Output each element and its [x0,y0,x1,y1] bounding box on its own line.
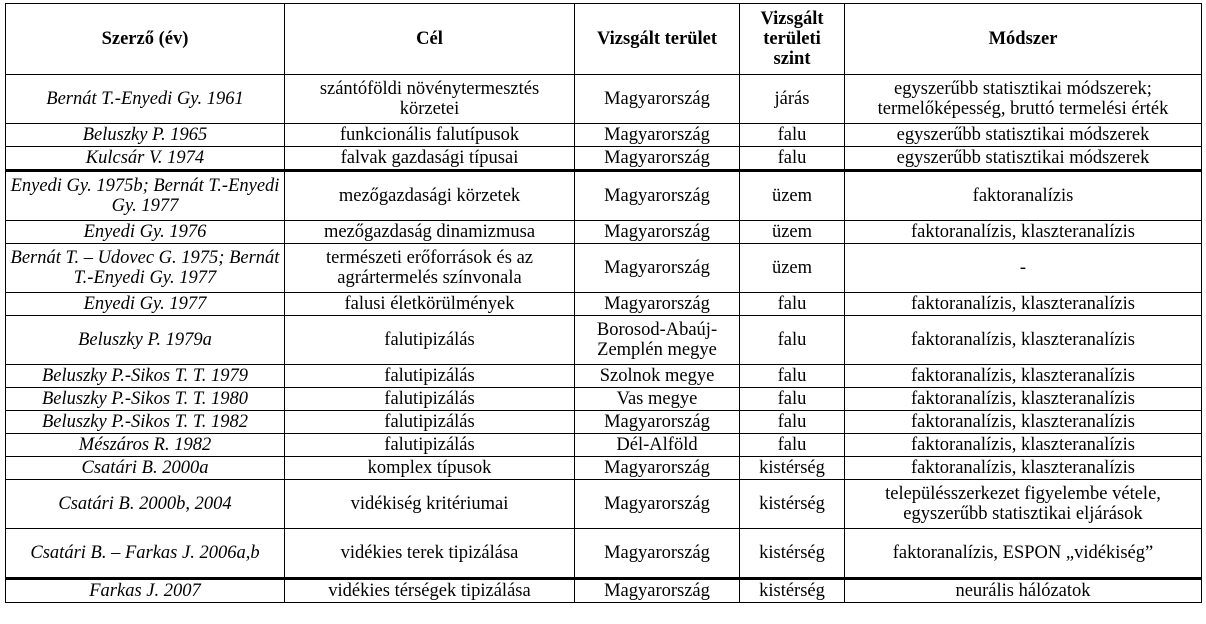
method-cell: egyszerűbb statisztikai módszerek; termelőképesség, bruttó termelési érték [845,75,1202,124]
author-cell: Kulcsár V. 1974 [6,147,285,171]
table-row [6,365,1202,388]
goal-cell: falutipizálás [285,434,575,457]
goal-cell: mezőgazdasági körzetek [285,171,575,221]
table-row [6,579,1202,603]
level-cell: falu [740,147,845,171]
header-row [6,4,1202,75]
level-cell: falu [740,411,845,434]
goal-cell: vidékies terek tipizálása [285,529,575,579]
area-cell: Magyarország [575,171,740,221]
level-cell: falu [740,388,845,411]
level-cell: falu [740,365,845,388]
method-cell: faktoranalízis, klaszteranalízis [845,221,1202,244]
area-cell: Magyarország [575,147,740,171]
author-cell: Enyedi Gy. 1975b; Bernát T.-Enyedi Gy. 1977 [6,171,285,221]
table-row [6,457,1202,480]
literature-table-container [5,3,1202,603]
table-row [6,221,1202,244]
header-method: Módszer [845,4,1202,75]
level-cell: falu [740,124,845,147]
method-cell: településszerkezet figyelembe vétele, egyszerűbb statisztikai eljárások [845,480,1202,529]
goal-cell: falutipizálás [285,365,575,388]
table-row [6,244,1202,293]
author-cell: Beluszky P.-Sikos T. T. 1979 [6,365,285,388]
author-cell: Mészáros R. 1982 [6,434,285,457]
area-cell: Vas megye [575,388,740,411]
method-cell: faktoranalízis, klaszteranalízis [845,316,1202,365]
goal-cell: szántóföldi növénytermesztés körzetei [285,75,575,124]
method-cell: faktoranalízis, klaszteranalízis [845,434,1202,457]
goal-cell: funkcionális falutípusok [285,124,575,147]
area-cell: Magyarország [575,244,740,293]
area-cell: Magyarország [575,579,740,603]
goal-cell: falutipizálás [285,411,575,434]
area-cell: Magyarország [575,480,740,529]
author-cell: Csatári B. 2000a [6,457,285,480]
author-cell: Bernát T.-Enyedi Gy. 1961 [6,75,285,124]
author-cell: Beluszky P.-Sikos T. T. 1982 [6,411,285,434]
author-cell: Enyedi Gy. 1976 [6,221,285,244]
table-row [6,171,1202,221]
goal-cell: vidékies térségek tipizálása [285,579,575,603]
table-row [6,411,1202,434]
level-cell: kistérség [740,579,845,603]
author-cell: Csatári B. – Farkas J. 2006a,b [6,529,285,579]
author-cell: Beluszky P.-Sikos T. T. 1980 [6,388,285,411]
method-cell: faktoranalízis, klaszteranalízis [845,293,1202,316]
table-row [6,434,1202,457]
goal-cell: falutipizálás [285,388,575,411]
method-cell: neurális hálózatok [845,579,1202,603]
table-row [6,480,1202,529]
author-cell: Csatári B. 2000b, 2004 [6,480,285,529]
header-author: Szerző (év) [6,4,285,75]
author-cell: Enyedi Gy. 1977 [6,293,285,316]
goal-cell: falvak gazdasági típusai [285,147,575,171]
level-cell: üzem [740,171,845,221]
header-goal: Cél [285,4,575,75]
goal-cell: komplex típusok [285,457,575,480]
table-row [6,529,1202,579]
method-cell: faktoranalízis, klaszteranalízis [845,457,1202,480]
level-cell: falu [740,293,845,316]
area-cell: Magyarország [575,221,740,244]
method-cell: egyszerűbb statisztikai módszerek [845,124,1202,147]
area-cell: Magyarország [575,124,740,147]
method-cell: faktoranalízis [845,171,1202,221]
area-cell: Magyarország [575,411,740,434]
level-cell: kistérség [740,457,845,480]
area-cell: Magyarország [575,293,740,316]
goal-cell: vidékiség kritériumai [285,480,575,529]
table-row [6,388,1202,411]
method-cell: faktoranalízis, klaszteranalízis [845,411,1202,434]
table-row [6,316,1202,365]
method-cell: faktoranalízis, klaszteranalízis [845,365,1202,388]
goal-cell: mezőgazdaság dinamizmusa [285,221,575,244]
header-level: Vizsgált területi szint [740,4,845,75]
area-cell: Dél-Alföld [575,434,740,457]
author-cell: Beluszky P. 1965 [6,124,285,147]
area-cell: Magyarország [575,457,740,480]
method-cell: - [845,244,1202,293]
author-cell: Beluszky P. 1979a [6,316,285,365]
table-row [6,293,1202,316]
level-cell: járás [740,75,845,124]
level-cell: falu [740,434,845,457]
author-cell: Farkas J. 2007 [6,579,285,603]
method-cell: faktoranalízis, ESPON „vidékiség” [845,529,1202,579]
table-row [6,75,1202,124]
level-cell: kistérség [740,529,845,579]
area-cell: Borosod-Abaúj-Zemplén megye [575,316,740,365]
method-cell: faktoranalízis, klaszteranalízis [845,388,1202,411]
level-cell: üzem [740,221,845,244]
table-row [6,147,1202,171]
header-area: Vizsgált terület [575,4,740,75]
goal-cell: falusi életkörülmények [285,293,575,316]
table-row [6,124,1202,147]
author-cell: Bernát T. – Udovec G. 1975; Bernát T.-Enyedi Gy. 1977 [6,244,285,293]
level-cell: kistérség [740,480,845,529]
method-cell: egyszerűbb statisztikai módszerek [845,147,1202,171]
literature-table [5,3,1202,603]
level-cell: üzem [740,244,845,293]
area-cell: Szolnok megye [575,365,740,388]
goal-cell: falutipizálás [285,316,575,365]
area-cell: Magyarország [575,529,740,579]
goal-cell: természeti erőforrások és az agrártermelés színvonala [285,244,575,293]
level-cell: falu [740,316,845,365]
area-cell: Magyarország [575,75,740,124]
